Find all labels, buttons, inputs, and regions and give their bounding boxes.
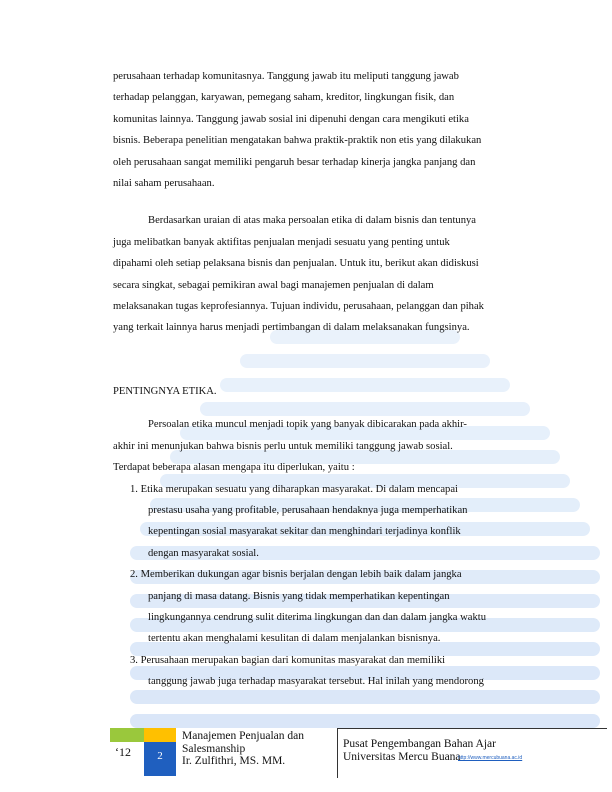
text-line: dipahami oleh setiap pelaksana bisnis dan penjualan. Untuk itu, berikut akan didiskusi: [113, 258, 479, 270]
body-text: [113, 66, 533, 693]
text-line: nilai saham perusahaan.: [113, 178, 215, 190]
footer-yellow-bar: [144, 728, 176, 742]
text-line: melaksanakan tugas keprofesiannya. Tujuan individu, perusahaan, pelanggan dan pihak: [113, 301, 484, 313]
text-line: secara singkat, sebagai pemikiran awal bagi manajemen penjualan di dalam: [113, 279, 434, 291]
course-title-line: Manajemen Penjualan dan: [182, 730, 304, 742]
list-item: [113, 650, 533, 693]
paragraph-1: [113, 66, 533, 194]
list-item-line: dengan masyarakat sosial.: [148, 547, 259, 559]
text-line: terhadap pelanggan, karyawan, pemegang saham, kreditor, lingkungan fisik, dan: [113, 92, 455, 104]
text-line: perusahaan terhadap komunitasnya. Tanggung jawab itu meliputi tanggung jawab: [113, 71, 459, 82]
page-footer: [0, 728, 612, 792]
list-item-line: tanggung jawab juga terhadap masyarakat tersebut. Hal inilah yang mendorong: [148, 676, 484, 688]
list-item-first-line: 2. Memberikan dukungan agar bisnis berjalan dengan lebih baik dalam jangka: [130, 569, 462, 581]
list-item-line: panjang di masa datang. Bisnis yang tidak memperhatikan kepentingan: [148, 590, 450, 602]
text-line: akhir ini menunjukan bahwa bisnis perlu untuk memiliki tanggung jawab sosial.: [113, 440, 453, 452]
footer-course-info: [182, 730, 332, 768]
section-heading: PENTINGNYA ETIKA.: [113, 385, 217, 397]
text-line: Terdapat beberapa alasan mengapa itu diperlukan, yaitu :: [113, 462, 355, 474]
text-line: juga melibatkan banyak aktifitas penjualan menjadi sesuatu yang penting untuk: [113, 236, 450, 248]
org-line: Universitas Mercu Buana: [343, 750, 461, 763]
org-line: Pusat Pengembangan Bahan Ajar: [343, 738, 496, 750]
text-line: bisnis. Beberapa penelitian mengatakan bahwa praktik-praktik non etis yang dilakukan: [113, 135, 482, 147]
course-title-line: Salesmanship: [182, 742, 246, 755]
footer-divider-vertical: [337, 728, 338, 778]
author-line: Ir. Zulfithri, MS. MM.: [182, 755, 286, 767]
footer-year: ‘12: [115, 745, 131, 759]
text-line: oleh perusahaan sangat memiliki pengaruh besar terhadap kinerja jangka panjang dan: [113, 156, 476, 168]
text-line: komunitas lainnya. Tanggung jawab sosial ini dipenuhi dengan cara mengikuti etika: [113, 113, 469, 125]
list-item-line: prestasu usaha yang profitable, perusahaan hendaknya juga memperhatikan: [148, 504, 468, 516]
list-item-line: kepentingan sosial masyarakat sekitar dan menghindari terjadinya konflik: [148, 526, 461, 538]
list-item-line: tertentu akan menghalami kesulitan di dalam menjalankan bisnisnya.: [148, 633, 441, 645]
list-item: [113, 479, 533, 565]
paragraph-2: [113, 210, 533, 338]
footer-url-link[interactable]: http://www.mercubuana.ac.id: [458, 755, 523, 761]
page-number: 2: [157, 750, 163, 762]
list-item-line: lingkungannya cendrung sulit diterima lingkungan dan dan dalam jangka waktu: [148, 611, 487, 623]
text-line: Berdasarkan uraian di atas maka persoalan etika di dalam bisnis dan tentunya: [148, 215, 476, 227]
list-item-first-line: 3. Perusahaan merupakan bagian dari komunitas masyarakat dan memiliki: [130, 654, 446, 666]
footer-green-bar: [110, 728, 144, 742]
text-line: yang terkait lainnya harus menjadi pertimbangan di dalam melaksanakan fungsinya.: [113, 322, 470, 334]
list-item: [113, 564, 533, 650]
paragraph-3: [113, 414, 533, 478]
list-item-first-line: 1. Etika merupakan sesuatu yang diharapkan masyarakat. Di dalam mencapai: [130, 483, 458, 495]
text-line: Persoalan etika muncul menjadi topik yang banyak dibicarakan pada akhir-: [148, 419, 467, 431]
numbered-list: [113, 479, 533, 693]
footer-divider-horizontal: [337, 728, 607, 729]
